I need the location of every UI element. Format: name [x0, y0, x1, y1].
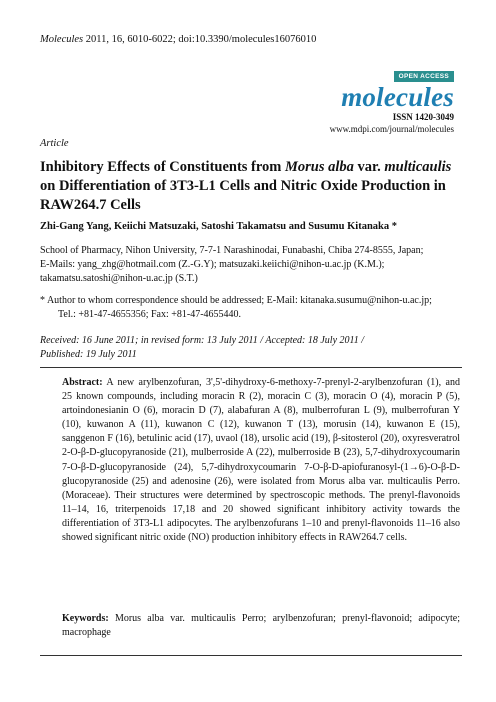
journal-logo: molecules — [341, 82, 454, 112]
citation-journal: Molecules — [40, 34, 84, 45]
citation-details: 2011, 16, 6010-6022; doi:10.3390/molecules16076010 — [83, 34, 317, 45]
title-part: var. — [353, 159, 385, 175]
author-list: Zhi-Gang Yang, Keiichi Matsuzaki, Satoshi Takamatsu and Susumu Kitanaka * — [40, 221, 398, 232]
abstract — [62, 376, 460, 545]
journal-url[interactable]: www.mdpi.com/journal/molecules — [329, 124, 454, 134]
open-access-badge: OPEN ACCESS — [394, 71, 454, 82]
divider-top — [40, 367, 462, 368]
issn: ISSN 1420-3049 — [392, 112, 454, 122]
affiliation-line: takamatsu.satoshi@nihon-u.ac.jp (S.T.) — [40, 273, 198, 284]
abstract-label: Abstract: — [62, 377, 103, 388]
affiliation-line: E-Mails: yang_zhg@hotmail.com (Z.-G.Y); matsuzaki.keiichi@nihon-u.ac.jp (K.M.); — [40, 259, 385, 270]
divider-bottom — [40, 655, 462, 656]
correspondence-line: * Author to whom correspondence should be addressed; E-Mail: kitanaka.susumu@nihon-u.ac.jp; — [40, 295, 432, 306]
abstract-text: A new arylbenzofuran, 3',5'-dihydroxy-6-methoxy-7-prenyl-2-arylbenzofuran (1), and 25 known compounds, including moracin R (2), moracin C (3), moracin O (4), moracin P (5), artoindonesianin O (6), moracin D (7), alabafuran A (8), mulberrofuran L (9), mulberrofuran Y (10), kuwanon A (11), kuwanon C (12), kuwanon T (13), morusin (14), kuwanon E (15), sanggenon F (16), betulinic acid (17), uvaol (18), ursolic acid (19), β-sitosterol (20), oxyresveratrol 2-O-β-D-glucopyranoside (21), mulberroside A (22), mulberroside B (23), 5,7-dihydroxycoumarin 7-O-β-D-glucopyranoside (24), 5,7-dihydroxycoumarin 7-O-β-D-apiofuranosyl-(1→6)-O-β-D-glucopyranoside (25) and adenosine (26), were isolated from Morus alba var. multicaulis Perro. (Moraceae). Their structures were determined by spectroscopic methods. The prenyl-flavonoids 11–14, 16, triterpenoids 17,18 and 20 showed significant inhibitory activity towards the differentiation of 3T3-L1 adipocytes. The arylbenzofurans 1–10 and prenyl-flavonoids 11–16 also showed significant nitric oxide (NO) production inhibitory effects in RAW264.7 cells. — [62, 377, 460, 544]
publication-dates — [40, 334, 465, 362]
paper-title — [40, 158, 460, 215]
title-part: Inhibitory Effects of Constituents from — [40, 159, 286, 175]
article-type: Article — [40, 138, 69, 149]
keywords — [62, 612, 460, 640]
title-variety: multicaulis — [384, 159, 452, 175]
title-part: on Differentiation of 3T3-L1 Cells and Nitric Oxide Production in RAW264.7 Cells — [40, 178, 446, 213]
correspondence — [40, 294, 465, 322]
affiliation-line: School of Pharmacy, Nihon University, 7-7-1 Narashinodai, Funabashi, Chiba 274-8555, Japan; — [40, 245, 424, 256]
keywords-label: Keywords: — [62, 613, 109, 624]
title-species: Morus alba — [285, 159, 354, 175]
dates-line: Received: 16 June 2011; in revised form: 13 July 2011 / Accepted: 18 July 2011 / — [40, 335, 365, 346]
keywords-text: Morus alba var. multicaulis Perro; arylbenzofuran; prenyl-flavonoid; adipocyte; macrophage — [62, 613, 461, 638]
journal-citation — [40, 34, 316, 45]
affiliation — [40, 244, 465, 286]
correspondence-line: Tel.: +81-47-4655356; Fax: +81-47-4655440. — [58, 309, 242, 320]
dates-line: Published: 19 July 2011 — [40, 349, 137, 360]
